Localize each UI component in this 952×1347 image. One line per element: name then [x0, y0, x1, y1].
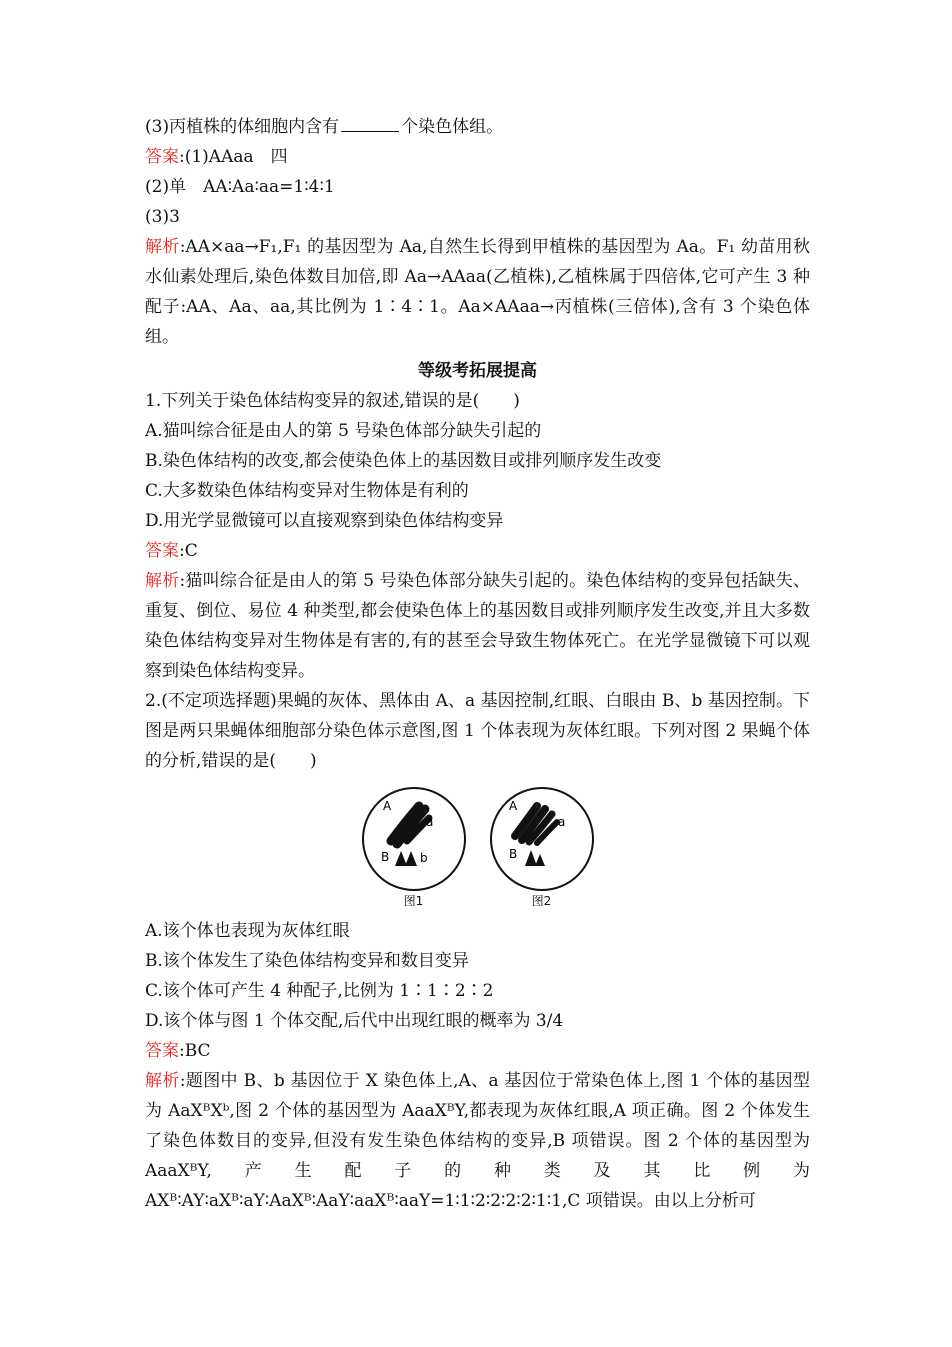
figure-2 — [489, 786, 595, 910]
answer-label: 答案 — [145, 147, 179, 167]
gene-label: B — [380, 850, 389, 864]
analysis-paragraph-1 — [145, 232, 810, 352]
question-1-option-d: D.用光学显微镜可以直接观察到染色体结构变异 — [145, 511, 504, 531]
question-1-stem: 1.下列关于染色体结构变异的叙述,错误的是( ) — [145, 391, 520, 411]
analysis-label: 解析 — [145, 237, 180, 257]
gene-label: A — [508, 799, 517, 813]
answer-line-1 — [145, 142, 810, 172]
question-1-option-b: B.染色体结构的改变,都会使染色体上的基因数目或排列顺序发生改变 — [145, 451, 662, 471]
gene-label: a — [557, 815, 565, 829]
gene-label: B — [508, 847, 517, 861]
chromosome-figure — [145, 786, 810, 910]
question-2-analysis — [145, 1066, 810, 1216]
question-1-answer — [145, 536, 810, 566]
question-1-option-a: A.猫叫综合征是由人的第 5 号染色体部分缺失引起的 — [145, 421, 542, 441]
analysis-text: :AA×aa→F₁,F₁ 的基因型为 Aa,自然生长得到甲植株的基因型为 Aa。F₁ 幼苗用秋水仙素处理后,染色体数目加倍,即 Aa→AAaa(乙植株),乙植株属于四倍体,它可产生 3 种配子:AA、Aa、aa,其比例为 1∶4∶1。Aa×AAaa→丙植株(三倍体),含有 3 个染色体组。 — [145, 237, 810, 347]
cell-diagram-1 — [361, 786, 467, 892]
document-page — [145, 112, 810, 1216]
question-2-answer — [145, 1036, 810, 1066]
question-1-option-c: C.大多数染色体结构变异对生物体是有利的 — [145, 481, 469, 501]
section-title: 等级考拓展提高 — [418, 361, 537, 381]
question-3-prefix: (3)丙植株的体细胞内含有 — [145, 117, 340, 137]
gene-label: A — [382, 799, 391, 813]
question-2-option-d: D.该个体与图 1 个体交配,后代中出现红眼的概率为 3/4 — [145, 1011, 564, 1031]
figure-1-caption: 图1 — [403, 894, 424, 908]
answer-label: 答案 — [145, 541, 179, 561]
question-2-option-a: A.该个体也表现为灰体红眼 — [145, 921, 350, 941]
gene-label: a — [425, 815, 433, 829]
question-2-option-c: C.该个体可产生 4 种配子,比例为 1∶1∶2∶2 — [145, 981, 494, 1001]
cell-diagram-2 — [489, 786, 595, 892]
question-1-analysis — [145, 566, 810, 686]
answer-line-2: (2)单 AA∶Aa∶aa=1∶4∶1 — [145, 177, 335, 197]
answer-line-3: (3)3 — [145, 207, 180, 227]
gene-label: b — [419, 851, 428, 865]
answer-text: :C — [179, 541, 198, 561]
question-3-suffix: 个染色体组。 — [401, 117, 504, 137]
answer-text: :BC — [179, 1041, 211, 1061]
analysis-text: :猫叫综合征是由人的第 5 号染色体部分缺失引起的。染色体结构的变异包括缺失、重复、倒位、易位 4 种类型,都会使染色体上的基因数目或排列顺序发生改变,并且大多数染色体结构变异对生物体是有害的,有的甚至会导致生物体死亡。在光学显微镜下可以观察到染色体结构变异。 — [145, 571, 811, 681]
question-2-option-b: B.该个体发生了染色体结构变异和数目变异 — [145, 951, 469, 971]
analysis-label: 解析 — [145, 571, 180, 591]
answer-blank[interactable] — [341, 115, 399, 132]
analysis-text: :题图中 B、b 基因位于 X 染色体上,A、a 基因位于常染色体上,图 1 个体的基因型为 AaXᴮXᵇ,图 2 个体的基因型为 AaaXᴮY,都表现为灰体红眼,A 项正确。图 2 个体发生了染色体数目的变异,但没有发生染色体结构的变异,B 项错误。图 2 个体的基因型为 AaaXᴮY,产生配子的种类及其比例为 AXᴮ∶AY∶aXᴮ∶aY∶AaXᴮ∶AaY∶aaXᴮ∶aaY=1∶1∶2∶2∶2∶2∶1∶1,C 项错误。由以上分析可 — [145, 1071, 810, 1211]
answer-text: :(1)AAaa 四 — [179, 147, 288, 167]
figure-2-caption: 图2 — [531, 894, 552, 908]
question-3-line — [145, 112, 810, 142]
figure-1 — [361, 786, 467, 910]
answer-label: 答案 — [145, 1041, 179, 1061]
analysis-label: 解析 — [145, 1071, 180, 1091]
question-2-stem: 2.(不定项选择题)果蝇的灰体、黑体由 A、a 基因控制,红眼、白眼由 B、b 基因控制。下图是两只果蝇体细胞部分染色体示意图,图 1 个体表现为灰体红眼。下列对图 2 果蝇个体的分析,错误的是( ) — [145, 691, 810, 771]
